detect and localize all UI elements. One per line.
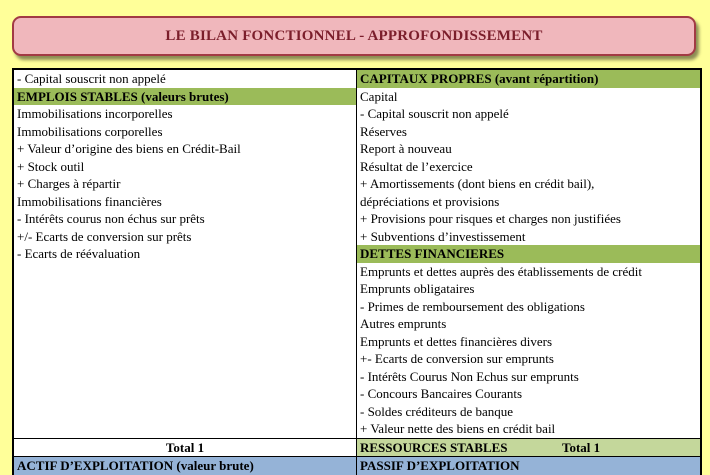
emplois-stables-item: Immobilisations incorporelles (17, 106, 173, 121)
dettes-financieres-item: Autres emprunts (360, 316, 447, 331)
capitaux-propres-header: CAPITAUX PROPRES (avant répartition) (357, 70, 700, 88)
emplois-stables-item: + Valeur d’origine des biens en Crédit-Bail (17, 141, 241, 156)
emplois-stables-item: + Stock outil (17, 158, 85, 174)
capitaux-propres-item: Réserves (360, 123, 407, 139)
left-total-label: Total 1 (165, 440, 205, 455)
page-title: LE BILAN FONCTIONNEL - APPROFONDISSEMENT (165, 27, 543, 44)
emplois-stables-header: EMPLOIS STABLES (valeurs brutes) (14, 88, 356, 106)
emplois-stables-item: + Charges à répartir (17, 176, 121, 191)
capitaux-propres-item: Résultat de l’exercice (360, 158, 473, 174)
emplois-stables-item: Immobilisations corporelles (17, 123, 163, 139)
emplois-stables-item: +/- Ecarts de conversion sur prêts (17, 228, 192, 244)
capitaux-propres-item: Report à nouveau (360, 141, 452, 156)
emplois-stables-item: - Intérêts courus non échus sur prêts (17, 211, 205, 226)
dettes-financieres-item: Emprunts et dettes financières divers (360, 333, 553, 349)
capitaux-propres-item: + Amortissements (dont biens en crédit bail), (360, 176, 595, 191)
capitaux-propres-item: + Provisions pour risques et charges non justifiées (360, 211, 621, 226)
passif-exploitation-header: PASSIF D’EXPLOITATION (357, 457, 700, 475)
dettes-financieres-item: - Concours Bancaires Courants (360, 386, 523, 401)
emplois-stables-item: Immobilisations financières (17, 193, 162, 209)
left-column-emplois (14, 70, 357, 475)
dettes-financieres-item: Emprunts et dettes auprès des établissements de crédit (360, 263, 642, 279)
capitaux-propres-item: dépréciations et provisions (360, 193, 500, 209)
right-total-row (357, 438, 700, 457)
capitaux-propres-list (357, 88, 700, 246)
dettes-financieres-item: - Primes de remboursement des obligations (360, 298, 585, 314)
dettes-financieres-header: DETTES FINANCIERES (357, 245, 700, 263)
dettes-financieres-item: Emprunts obligataires (360, 281, 475, 296)
dettes-financieres-item: + Valeur nette des biens en crédit bail (360, 421, 556, 436)
balance-sheet-table (12, 68, 702, 475)
emplois-stables-list (14, 105, 356, 263)
capitaux-propres-item: - Capital souscrit non appelé (360, 106, 509, 121)
dettes-financieres-list (357, 263, 700, 438)
right-total-value: Total 1 (562, 440, 601, 455)
dettes-financieres-item: - Intérêts Courus Non Echus sur emprunts (360, 368, 579, 384)
dettes-financieres-item: - Soldes créditeurs de banque (360, 403, 514, 419)
emplois-stables-item: - Ecarts de réévaluation (17, 246, 141, 261)
right-column-ressources (357, 70, 700, 475)
dettes-financieres-item: +- Ecarts de conversion sur emprunts (360, 351, 554, 366)
left-total-row (14, 438, 357, 457)
totals-section (14, 438, 700, 475)
actif-exploitation-header: ACTIF D’EXPLOITATION (valeur brute) (14, 457, 357, 475)
capitaux-propres-item: Capital (360, 88, 398, 104)
capitaux-propres-item: + Subventions d’investissement (360, 228, 526, 244)
left-first-line: - Capital souscrit non appelé (17, 71, 166, 86)
title-banner (12, 16, 696, 56)
ressources-stables-label: RESSOURCES STABLES (360, 440, 508, 455)
